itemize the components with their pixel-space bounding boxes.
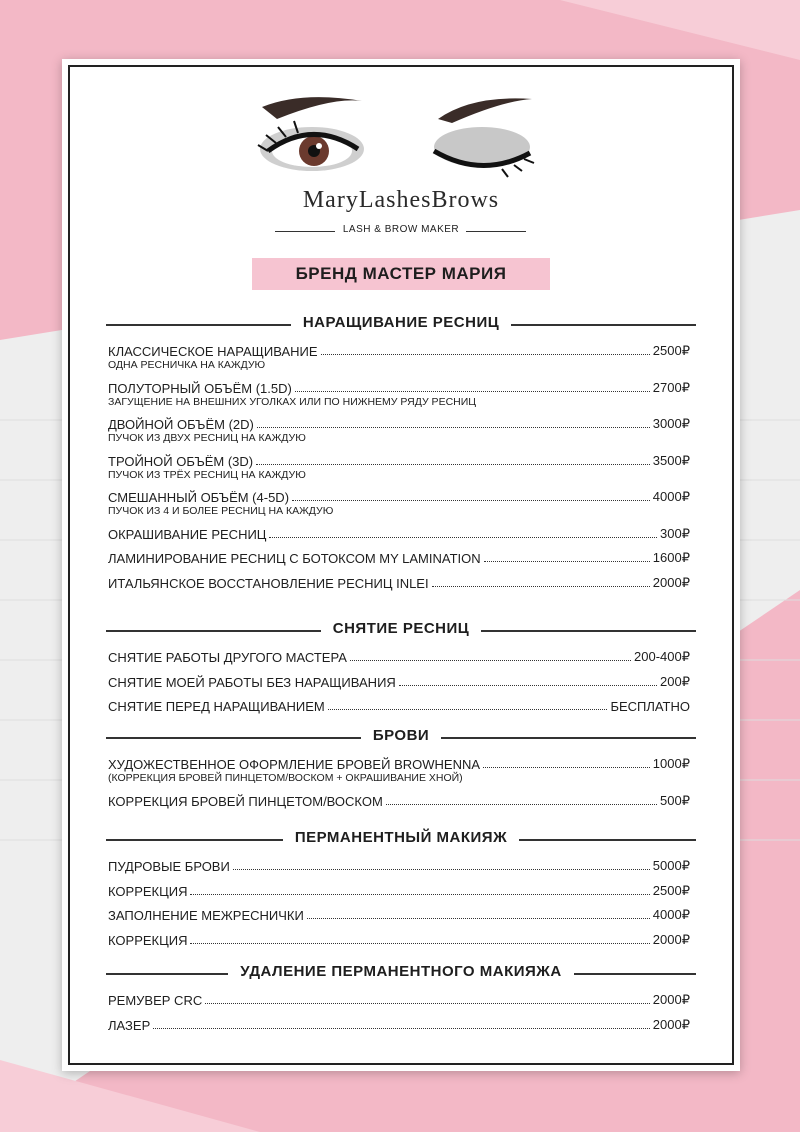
dot-leader [432, 586, 650, 587]
service-price: 1000₽ [652, 756, 690, 771]
service-price: 200-400₽ [634, 649, 690, 664]
service-price: 4000₽ [652, 489, 690, 504]
service-name: ПОЛУТОРНЫЙ ОБЪЁМ (1.5D) [108, 380, 292, 396]
service-price: 500₽ [660, 792, 690, 808]
price-row [108, 573, 690, 591]
price-list-sheet [62, 59, 740, 1071]
service-name: ДВОЙНОЙ ОБЪЁМ (2D) [108, 417, 254, 432]
dot-leader [256, 464, 650, 465]
dot-leader [483, 767, 650, 768]
service-price: 2700₽ [652, 379, 690, 395]
section-title-wrap [106, 829, 696, 847]
price-row [108, 905, 690, 923]
service-name: ЛАЗЕР [108, 1017, 151, 1033]
brand-tagline: LASH & BROW MAKER [342, 224, 460, 235]
service-price: 2500₽ [652, 343, 690, 358]
service-name: СНЯТИЕ ПЕРЕД НАРАЩИВАНИЕМ [108, 699, 325, 714]
dot-leader [190, 943, 649, 944]
service-price: 2500₽ [652, 882, 690, 898]
dot-leader [153, 1028, 650, 1029]
service-name: КОРРЕКЦИЯ БРОВЕЙ ПИНЦЕТОМ/ВОСКОМ [108, 793, 383, 809]
dot-leader [257, 427, 650, 428]
price-row [108, 672, 690, 690]
dot-leader [307, 918, 650, 919]
dot-leader [233, 869, 650, 870]
section-title [106, 829, 696, 849]
dot-leader [269, 537, 657, 538]
service-name: ХУДОЖЕСТВЕННОЕ ОФОРМЛЕНИЕ БРОВЕЙ BROWHENNA [108, 757, 481, 772]
service-note: ЗАГУЩЕНИЕ НА ВНЕШНИХ УГОЛКАХ ИЛИ ПО НИЖНЕМУ РЯДУ РЕСНИЦ [108, 395, 477, 408]
section-title-wrap [106, 314, 696, 332]
section-title [106, 727, 696, 747]
section-title-wrap [106, 727, 696, 745]
service-price: 1600₽ [652, 550, 690, 565]
dot-leader [292, 500, 650, 501]
dot-leader [399, 685, 657, 686]
section-title-text: СНЯТИЕ РЕСНИЦ [321, 620, 481, 637]
dot-leader [484, 561, 650, 562]
dot-leader [190, 894, 649, 895]
service-price: 300₽ [660, 525, 690, 541]
service-note: ПУЧОК ИЗ 4 И БОЛЕЕ РЕСНИЦ НА КАЖДУЮ [108, 505, 334, 517]
service-name: СМЕШАННЫЙ ОБЪЁМ (4-5D) [108, 490, 290, 505]
dot-leader [328, 709, 608, 710]
price-row [108, 930, 690, 948]
service-note: ПУЧОК ИЗ ДВУХ РЕСНИЦ НА КАЖДУЮ [108, 432, 306, 444]
dot-leader [295, 391, 650, 392]
price-row [108, 647, 690, 665]
price-row [108, 378, 690, 396]
brand-name: MaryLashesBrows [302, 187, 500, 213]
price-row [108, 341, 690, 359]
service-price: 5000₽ [652, 858, 690, 873]
price-row [108, 524, 690, 542]
section-title-text: ПЕРМАНЕНТНЫЙ МАКИЯЖ [283, 829, 519, 846]
service-price: 200₽ [660, 673, 690, 689]
price-row [108, 754, 690, 772]
price-row [108, 548, 690, 566]
service-price: 3500₽ [652, 452, 690, 468]
service-price: 2000₽ [652, 574, 690, 590]
price-row [108, 1015, 690, 1033]
service-name: ПУДРОВЫЕ БРОВИ [108, 859, 230, 874]
section-title [106, 963, 696, 983]
section-title-text: НАРАЩИВАНИЕ РЕСНИЦ [291, 314, 511, 331]
dot-leader [321, 354, 650, 355]
service-name: РЕМУВЕР CRC [108, 993, 203, 1008]
service-price: 2000₽ [652, 931, 690, 947]
service-note: ОДНА РЕСНИЧКА НА КАЖДУЮ [108, 359, 266, 371]
service-price: 4000₽ [652, 907, 690, 922]
master-banner: БРЕНД МАСТЕР МАРИЯ [252, 258, 550, 290]
section-title-text: УДАЛЕНИЕ ПЕРМАНЕНТНОГО МАКИЯЖА [228, 963, 573, 980]
price-row [108, 856, 690, 874]
section-title [106, 620, 696, 640]
section-title-wrap [106, 620, 696, 638]
service-price: 2000₽ [652, 992, 690, 1007]
service-name: ТРОЙНОЙ ОБЪЁМ (3D) [108, 453, 254, 469]
service-name: КОРРЕКЦИЯ [108, 932, 188, 948]
service-name: КЛАССИЧЕСКОЕ НАРАЩИВАНИЕ [108, 344, 318, 359]
price-row [108, 451, 690, 469]
service-price: БЕСПЛАТНО [610, 699, 690, 714]
service-name: ЗАПОЛНЕНИЕ МЕЖРЕСНИЧКИ [108, 908, 304, 923]
price-row [108, 791, 690, 809]
price-row [108, 696, 690, 714]
service-name: СНЯТИЕ МОЕЙ РАБОТЫ БЕЗ НАРАЩИВАНИЯ [108, 674, 396, 690]
service-name: ОКРАШИВАНИЕ РЕСНИЦ [108, 526, 267, 542]
dot-leader [205, 1003, 650, 1004]
service-price: 3000₽ [652, 416, 690, 431]
price-row [108, 881, 690, 899]
price-row [108, 990, 690, 1008]
price-row [108, 414, 690, 432]
section-title-wrap [106, 963, 696, 981]
service-name: ЛАМИНИРОВАНИЕ РЕСНИЦ С БОТОКСОМ MY LAMINATION [108, 551, 481, 566]
section-title-text: БРОВИ [361, 727, 441, 744]
service-note: (КОРРЕКЦИЯ БРОВЕЙ ПИНЦЕТОМ/ВОСКОМ + ОКРАШИВАНИЕ ХНОЙ) [108, 772, 463, 784]
dot-leader [386, 804, 657, 805]
service-name: СНЯТИЕ РАБОТЫ ДРУГОГО МАСТЕРА [108, 650, 347, 665]
service-price: 2000₽ [652, 1016, 690, 1032]
section-title [106, 314, 696, 334]
service-name: ИТАЛЬЯНСКОЕ ВОССТАНОВЛЕНИЕ РЕСНИЦ INLEI [108, 575, 429, 591]
service-name: КОРРЕКЦИЯ [108, 883, 188, 899]
dot-leader [350, 660, 631, 661]
service-note: ПУЧОК ИЗ ТРЁХ РЕСНИЦ НА КАЖДУЮ [108, 468, 306, 481]
price-row [108, 487, 690, 505]
